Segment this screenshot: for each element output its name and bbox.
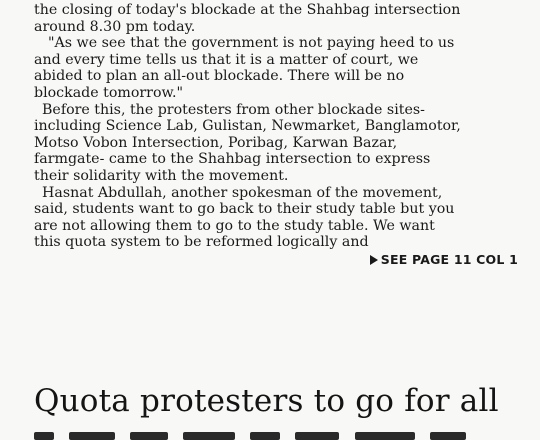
- continuation-jump: [34, 252, 520, 269]
- article-line: and every time tells us that it is a matter of court, we: [34, 51, 419, 68]
- article-line: Before this, the protesters from other blockade sites-: [42, 101, 425, 118]
- cropped-glyphs: [34, 432, 54, 440]
- article-line: this quota system to be reformed logically and: [34, 234, 369, 251]
- cropped-text-line: [34, 432, 504, 440]
- article-line: Motso Vobon Intersection, Poribag, Karwan Bazar,: [34, 134, 398, 151]
- article-line: blockade tomorrow.": [34, 84, 183, 101]
- next-article-headline: Quota protesters to go for all: [34, 383, 499, 419]
- cropped-glyphs: [250, 432, 280, 440]
- article-line: their solidarity with the movement.: [34, 167, 289, 184]
- article-line: Hasnat Abdullah, another spokesman of the movement,: [42, 184, 443, 201]
- cropped-glyphs: [430, 432, 466, 440]
- cropped-glyphs: [295, 432, 339, 440]
- article-line: are not allowing them to go to the study table. We want: [34, 217, 435, 234]
- cropped-glyphs: [355, 432, 415, 440]
- article-line: including Science Lab, Gulistan, Newmarket, Banglamotor,: [34, 118, 461, 135]
- article-body: [34, 2, 520, 269]
- cropped-glyphs: [183, 432, 235, 440]
- triangle-arrow-icon: [370, 255, 378, 265]
- article-line: abided to plan an all-out blockade. There will be no: [34, 68, 405, 85]
- article-line: "As we see that the government is not paying heed to us: [48, 35, 455, 52]
- article-line: said, students want to go back to their study table but you: [34, 201, 455, 218]
- article-line: the closing of today's blockade at the Shahbag intersection: [34, 2, 461, 18]
- jump-label: SEE PAGE 11 COL 1: [380, 251, 518, 267]
- article-line: farmgate- came to the Shahbag intersection to express: [34, 151, 431, 168]
- cropped-glyphs: [69, 432, 115, 440]
- article-line: around 8.30 pm today.: [34, 18, 196, 35]
- cropped-glyphs: [130, 432, 168, 440]
